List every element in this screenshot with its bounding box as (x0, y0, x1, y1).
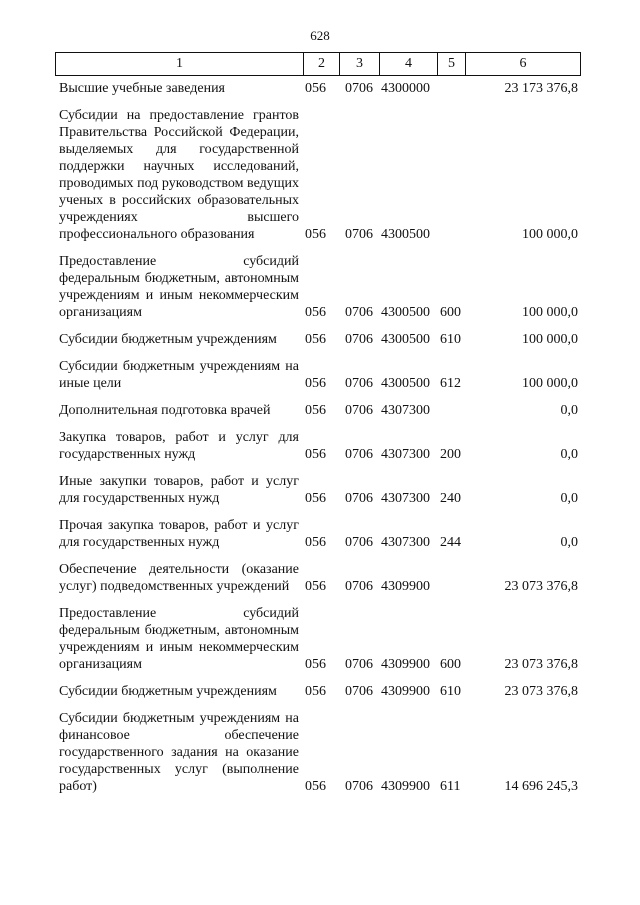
row-section-code: 0706 (345, 81, 373, 96)
row-chapter-code: 056 (305, 227, 326, 242)
row-chapter-code: 056 (305, 81, 326, 96)
row-expense-type-code: 610 (440, 332, 461, 347)
table-row (55, 561, 580, 595)
row-amount: 23 073 376,8 (504, 684, 578, 699)
row-expense-type-code: 600 (440, 305, 461, 320)
row-spacer (55, 463, 580, 473)
row-name: Субсидии бюджетным учреждениям (59, 684, 277, 699)
row-expense-type-code: 611 (440, 779, 461, 794)
column-header-4: 4 (380, 53, 438, 76)
row-expense-type-code (437, 561, 465, 595)
row-spacer-cell (55, 348, 580, 358)
table-row (55, 358, 580, 392)
row-spacer (55, 392, 580, 402)
row-target-code: 4307300 (381, 447, 430, 462)
row-spacer-cell (55, 551, 580, 561)
row-target-code: 4300500 (381, 332, 430, 347)
row-name: Субсидии бюджетным учреждениям на финансовое обеспечение государственного задания на оказание государственных услуг (выполнение работ) (59, 711, 299, 794)
row-spacer (55, 673, 580, 683)
row-expense-type-code: 244 (440, 535, 461, 550)
row-spacer-cell (55, 243, 580, 253)
row-name: Обеспечение деятельности (оказание услуг) подведомственных учреждений (59, 562, 299, 594)
row-spacer (55, 97, 580, 107)
column-header-6: 6 (466, 53, 581, 76)
row-section-code: 0706 (345, 447, 373, 462)
row-target-code: 4309900 (381, 684, 430, 699)
row-target-code: 4300500 (381, 227, 430, 242)
row-chapter-code: 056 (305, 403, 326, 418)
row-chapter-code: 056 (305, 657, 326, 672)
row-spacer (55, 507, 580, 517)
column-header-1: 1 (56, 53, 304, 76)
table-row (55, 402, 580, 419)
row-spacer-cell (55, 507, 580, 517)
row-spacer-cell (55, 392, 580, 402)
table-row (55, 80, 580, 97)
column-header-table (55, 52, 581, 76)
column-header-2: 2 (304, 53, 340, 76)
row-section-code: 0706 (345, 779, 373, 794)
column-header-row (56, 53, 581, 76)
row-section-code: 0706 (345, 535, 373, 550)
row-amount: 14 696 245,3 (504, 779, 578, 794)
row-section-code: 0706 (345, 227, 373, 242)
row-spacer (55, 595, 580, 605)
row-section-code: 0706 (345, 491, 373, 506)
row-spacer-cell (55, 700, 580, 710)
row-spacer (55, 551, 580, 561)
row-expense-type-code: 240 (440, 491, 461, 506)
row-chapter-code: 056 (305, 305, 326, 320)
row-name: Прочая закупка товаров, работ и услуг для государственных нужд (59, 518, 299, 550)
row-chapter-code: 056 (305, 579, 326, 594)
row-name: Субсидии на предоставление грантов Правительства Российской Федерации, выделяемых для государственной поддержки научных исследований, проводимых под руководством ведущих ученых в российских образовательных учреждениях высшего профессионального образования (59, 108, 299, 242)
row-expense-type-code: 610 (440, 684, 461, 699)
row-name: Закупка товаров, работ и услуг для государственных нужд (59, 430, 299, 462)
table-row (55, 253, 580, 321)
row-target-code: 4309900 (381, 657, 430, 672)
row-name: Субсидии бюджетным учреждениям на иные цели (59, 359, 299, 391)
row-target-code: 4307300 (381, 535, 430, 550)
column-header-5: 5 (438, 53, 466, 76)
column-header-3: 3 (340, 53, 380, 76)
row-chapter-code: 056 (305, 491, 326, 506)
table-row (55, 710, 580, 795)
row-spacer-cell (55, 673, 580, 683)
row-spacer (55, 243, 580, 253)
table-row (55, 683, 580, 700)
table-row (55, 107, 580, 243)
row-amount: 100 000,0 (522, 305, 578, 320)
row-spacer (55, 348, 580, 358)
row-target-code: 4300500 (381, 376, 430, 391)
row-target-code: 4307300 (381, 491, 430, 506)
row-amount: 0,0 (560, 535, 578, 550)
row-chapter-code: 056 (305, 779, 326, 794)
row-spacer-cell (55, 321, 580, 331)
table-row (55, 605, 580, 673)
row-amount: 100 000,0 (522, 332, 578, 347)
row-chapter-code: 056 (305, 535, 326, 550)
row-section-code: 0706 (345, 376, 373, 391)
row-expense-type-code: 612 (440, 376, 461, 391)
row-section-code: 0706 (345, 579, 373, 594)
row-section-code: 0706 (345, 684, 373, 699)
row-name: Предоставление субсидий федеральным бюджетным, автономным учреждениям и иным некоммерческим организациям (59, 254, 299, 320)
row-target-code: 4300500 (381, 305, 430, 320)
row-amount: 100 000,0 (522, 227, 578, 242)
page-number: 628 (310, 28, 330, 43)
row-amount: 23 173 376,8 (504, 81, 578, 96)
row-expense-type-code (437, 402, 465, 419)
row-amount: 0,0 (560, 447, 578, 462)
row-chapter-code: 056 (305, 684, 326, 699)
row-name: Субсидии бюджетным учреждениям (59, 332, 277, 347)
row-section-code: 0706 (345, 403, 373, 418)
table-row (55, 331, 580, 348)
row-spacer-cell (55, 419, 580, 429)
row-target-code: 4307300 (381, 403, 430, 418)
row-spacer-cell (55, 97, 580, 107)
budget-table-body (55, 80, 580, 795)
row-expense-type-code: 200 (440, 447, 461, 462)
table-row (55, 429, 580, 463)
row-spacer (55, 700, 580, 710)
row-expense-type-code (437, 107, 465, 243)
row-spacer-cell (55, 595, 580, 605)
row-section-code: 0706 (345, 657, 373, 672)
row-amount: 100 000,0 (522, 376, 578, 391)
row-expense-type-code: 600 (440, 657, 461, 672)
table-row (55, 473, 580, 507)
row-amount: 0,0 (560, 403, 578, 418)
row-section-code: 0706 (345, 332, 373, 347)
row-target-code: 4309900 (381, 579, 430, 594)
row-spacer-cell (55, 463, 580, 473)
row-amount: 23 073 376,8 (504, 579, 578, 594)
row-chapter-code: 056 (305, 332, 326, 347)
row-section-code: 0706 (345, 305, 373, 320)
row-amount: 23 073 376,8 (504, 657, 578, 672)
row-chapter-code: 056 (305, 447, 326, 462)
row-target-code: 4300000 (381, 81, 430, 96)
budget-table (55, 80, 580, 795)
row-name: Высшие учебные заведения (59, 81, 225, 96)
table-row (55, 517, 580, 551)
row-spacer (55, 419, 580, 429)
row-spacer (55, 321, 580, 331)
row-expense-type-code (437, 80, 465, 97)
row-amount: 0,0 (560, 491, 578, 506)
row-name: Дополнительная подготовка врачей (59, 403, 271, 418)
row-target-code: 4309900 (381, 779, 430, 794)
row-name: Иные закупки товаров, работ и услуг для государственных нужд (59, 474, 299, 506)
row-chapter-code: 056 (305, 376, 326, 391)
row-name: Предоставление субсидий федеральным бюджетным, автономным учреждениям и иным некоммерческим организациям (59, 606, 299, 672)
